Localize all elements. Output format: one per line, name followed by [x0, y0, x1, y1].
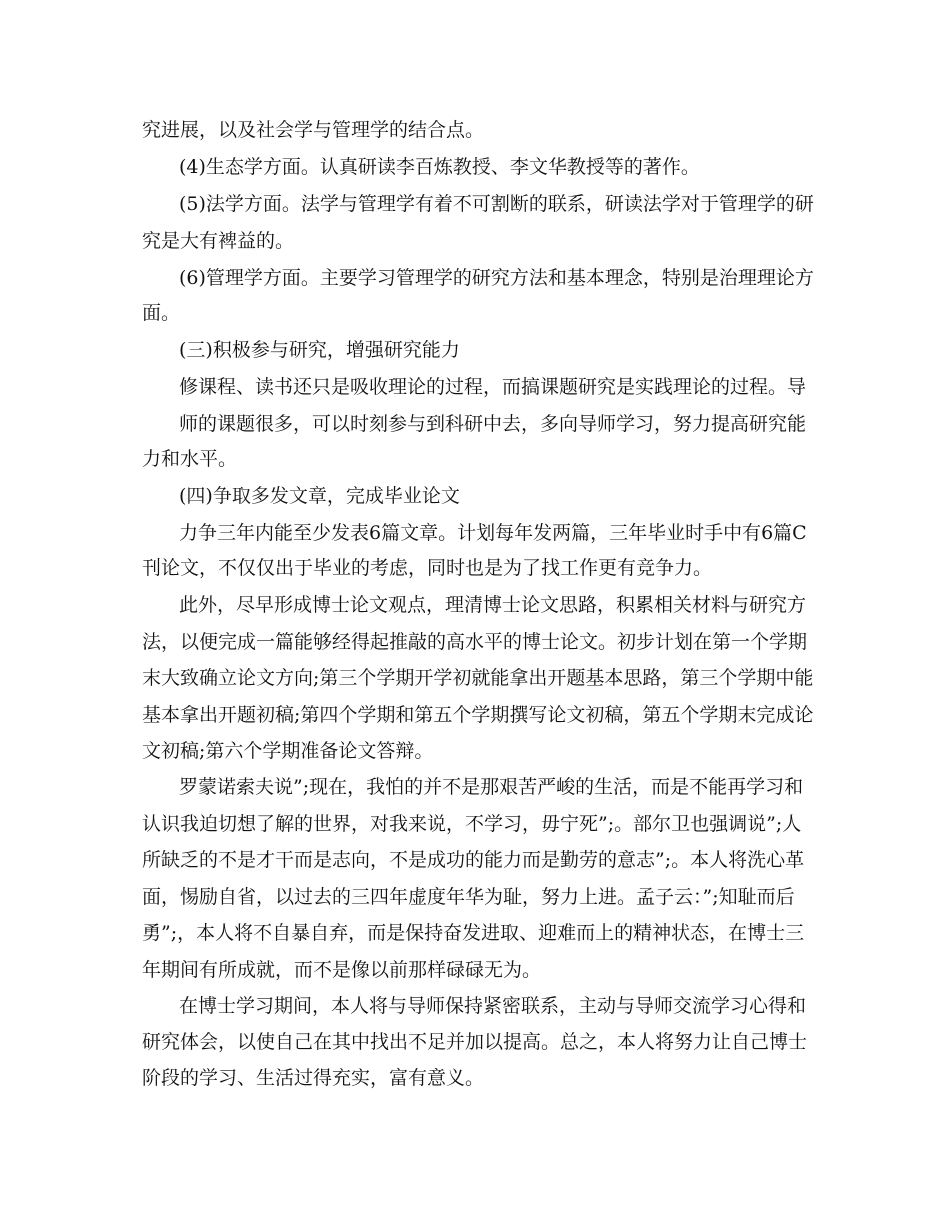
text-line: 究是大有裨益的。 — [142, 230, 295, 252]
section-heading-publications: (四)争取多发文章，完成毕业论文 — [179, 485, 460, 507]
paragraph-line: 力争三年内能至少发表6篇文章。计划每年发两篇，三年毕业时手中有6篇C — [179, 522, 807, 544]
text-line: 刊论文，不仅仅出于毕业的考虑，同时也是为了找工作更有竞争力。 — [142, 557, 713, 579]
list-item-law: (5)法学方面。法学与管理学有着不可割断的联系，研读法学对于管理学的研 — [179, 193, 814, 215]
text-line: 末大致确立论文方向;第三个学期开学初就能拿出开题基本思路，第三个学期中能 — [142, 667, 814, 689]
paragraph-line: 此外，尽早形成博士论文观点，理清博士论文思路，积累相关材料与研究方 — [179, 594, 807, 616]
text-line: 究进展，以及社会学与管理学的结合点。 — [142, 119, 485, 141]
text-line: 力和水平。 — [142, 448, 238, 470]
paragraph-line: 罗蒙诺索夫说”;现在，我怕的并不是那艰苦严峻的生活，而是不能再学习和 — [179, 776, 804, 798]
paragraph-line: 修课程、读书还只是吸收理论的过程，而搞课题研究是实践理论的过程。导 — [179, 376, 807, 398]
section-heading-research: (三)积极参与研究，增强研究能力 — [179, 339, 460, 361]
text-line: 勇”;，本人将不自暴自弃，而是保持奋发进取、迎难而上的精神状态，在博士三 — [142, 922, 805, 944]
text-line: 认识我迫切想了解的世界，对我来说，不学习，毋宁死”;。部尔卫也强调说”;人 — [142, 813, 802, 835]
list-item-ecology: (4)生态学方面。认真研读李百炼教授、李文华教授等的著作。 — [179, 156, 700, 178]
text-line: 基本拿出开题初稿;第四个学期和第五个学期撰写论文初稿，第五个学期末完成论 — [142, 704, 814, 726]
text-line: 研究体会，以使自己在其中找出不足并加以提高。总之，本人将努力让自己博士 — [142, 1031, 808, 1053]
paragraph-line: 在博士学习期间，本人将与导师保持紧密联系，主动与导师交流学习心得和 — [179, 995, 807, 1017]
text-line: 法，以便完成一篇能够经得起推敲的高水平的博士论文。初步计划在第一个学期 — [142, 631, 808, 653]
text-line: 面。 — [142, 302, 181, 324]
text-line: 文初稿;第六个学期准备论文答辩。 — [142, 740, 434, 762]
text-line: 面，惕励自省，以过去的三四年虚度年华为耻，努力上进。孟子云：”;知耻而后 — [142, 886, 795, 908]
list-item-management: (6)管理学方面。主要学习管理学的研究方法和基本理念，特别是治理理论方 — [179, 267, 814, 289]
paragraph-line: 师的课题很多，可以时刻参与到科研中去，多向导师学习，努力提高研究能 — [179, 413, 807, 435]
text-line: 阶段的学习、生活过得充实，富有意义。 — [142, 1067, 485, 1089]
text-line: 所缺乏的不是才干而是志向，不是成功的能力而是勤劳的意志”;。本人将洗心革 — [142, 849, 805, 871]
text-line: 年期间有所成就，而不是像以前那样碌碌无为。 — [142, 959, 542, 981]
